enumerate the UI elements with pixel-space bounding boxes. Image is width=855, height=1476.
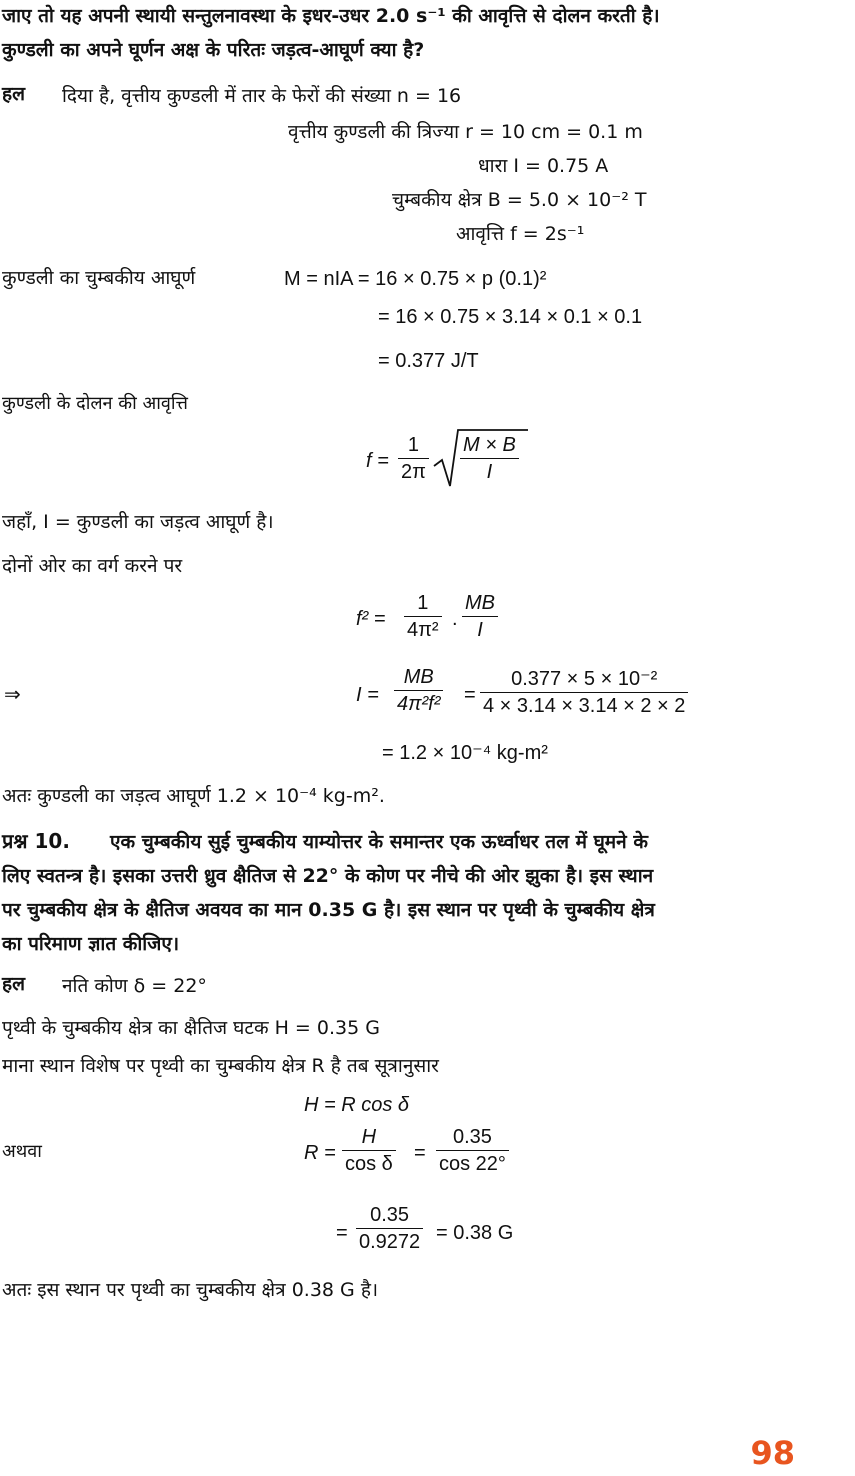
- question-text: एक चुम्बकीय सुई चुम्बकीय याम्योत्तर के समान्तर एक ऊर्ध्वाधर तल में घूमने के: [110, 831, 648, 853]
- moment-result: = 0.377 J/T: [378, 350, 479, 372]
- r-numeric-fraction: $\frac{0.35}{\cos 22^\circ}$: [436, 1126, 509, 1176]
- r-lhs: R =: [304, 1142, 336, 1164]
- text-line: कुण्डली का अपने घूर्णन अक्ष के परितः जड़त्व-आघूर्ण क्या है?: [2, 39, 425, 61]
- text-line: जाए तो यह अपनी स्थायी सन्तुलनावस्था के इधर-उधर 2.0 s⁻¹ की आवृत्ति से दोलन करती है।: [2, 5, 660, 27]
- r-fraction: $\frac{H}{\text{cos δ}}$: [342, 1126, 396, 1176]
- solution-label: हल: [2, 973, 25, 995]
- implies-symbol: ⇒: [4, 684, 21, 706]
- conclusion: अतः कुण्डली का जड़त्व आघूर्ण 1.2 × 10⁻⁴ kg-m².: [2, 785, 385, 807]
- text-line: पृथ्वी के चुम्बकीय क्षेत्र का क्षैतिज घटक H = 0.35 G: [2, 1017, 380, 1039]
- freq-lhs: f =: [366, 450, 389, 472]
- text-line: माना स्थान विशेष पर पृथ्वी का चुम्बकीय क्षेत्र R है तब सूत्रानुसार: [2, 1055, 439, 1077]
- r2-fraction: $\frac{0.35}{0.9272}$: [356, 1204, 423, 1254]
- conclusion: अतः इस स्थान पर पृथ्वी का चुम्बकीय क्षेत्र 0.38 G है।: [2, 1279, 379, 1301]
- given-current: धारा I = 0.75 A: [478, 155, 609, 177]
- h-equation: H = R cos δ: [304, 1094, 410, 1116]
- question-text: का परिमाण ज्ञात कीजिए।: [2, 933, 180, 955]
- text-line: नति कोण δ = 22°: [62, 975, 207, 997]
- text-line: दिया है, वृत्तीय कुण्डली में तार के फेरों की संख्या n = 16: [62, 85, 462, 107]
- f2-mb-fraction: $\frac{MB}{I}$: [462, 592, 498, 642]
- r2-result: = 0.38 G: [436, 1222, 514, 1244]
- solution-label: हल: [2, 83, 25, 105]
- f2-lhs: f² =: [356, 608, 386, 630]
- text-line: दोनों ओर का वर्ग करने पर: [2, 555, 183, 577]
- r-equals: =: [414, 1142, 426, 1164]
- f2-dot: .: [452, 608, 458, 630]
- given-radius: वृत्तीय कुण्डली की त्रिज्या r = 10 cm = 0.1 m: [288, 121, 643, 143]
- question-text: लिए स्वतन्त्र है। इसका उत्तरी ध्रुव क्षैतिज से 22° के कोण पर नीचे की ओर झुका है। इस स्थान: [2, 865, 654, 887]
- moment-equation: M = nIA = 16 × 0.75 × p (0.1)²: [284, 268, 547, 290]
- question-label: प्रश्न 10.: [2, 829, 70, 853]
- text-line: कुण्डली के दोलन की आवृत्ति: [2, 393, 188, 414]
- moment-equation-step: = 16 × 0.75 × 3.14 × 0.1 × 0.1: [378, 306, 643, 328]
- i-numeric-fraction: $\frac{\text{0.377 × 5 × 10⁻²}}{4 \times 3.14 \times 3.14 \times 2 \times 2}$: [480, 666, 688, 718]
- i-fraction: $\frac{MB}{\text{4π²f²}}$: [394, 666, 443, 716]
- text-line: अथवा: [2, 1141, 42, 1162]
- page-number: 98: [750, 1434, 795, 1472]
- text-line: जहाँ, I = कुण्डली का जड़त्व आघूर्ण है।: [2, 511, 274, 533]
- i-equals: =: [464, 684, 476, 706]
- given-field: चुम्बकीय क्षेत्र B = 5.0 × 10⁻² T: [392, 189, 647, 211]
- freq-fraction: $\frac{1}{2\pi}$: [398, 434, 429, 484]
- i-lhs: I =: [356, 684, 379, 706]
- r2-equals: =: [336, 1222, 348, 1244]
- moment-label: कुण्डली का चुम्बकीय आघूर्ण: [2, 267, 196, 289]
- i-result: = 1.2 × 10⁻⁴ kg-m²: [382, 742, 548, 764]
- question-text: पर चुम्बकीय क्षेत्र के क्षैतिज अवयव का मान 0.35 G है। इस स्थान पर पृथ्वी के चुम्बकीय क्षेत्र: [2, 899, 655, 921]
- f2-fraction: $\frac{1}{\text{4π²}}$: [404, 592, 442, 642]
- given-frequency: आवृत्ति f = 2s⁻¹: [456, 223, 585, 245]
- radicand-fraction: $\frac{M \times B}{I}$: [460, 434, 519, 484]
